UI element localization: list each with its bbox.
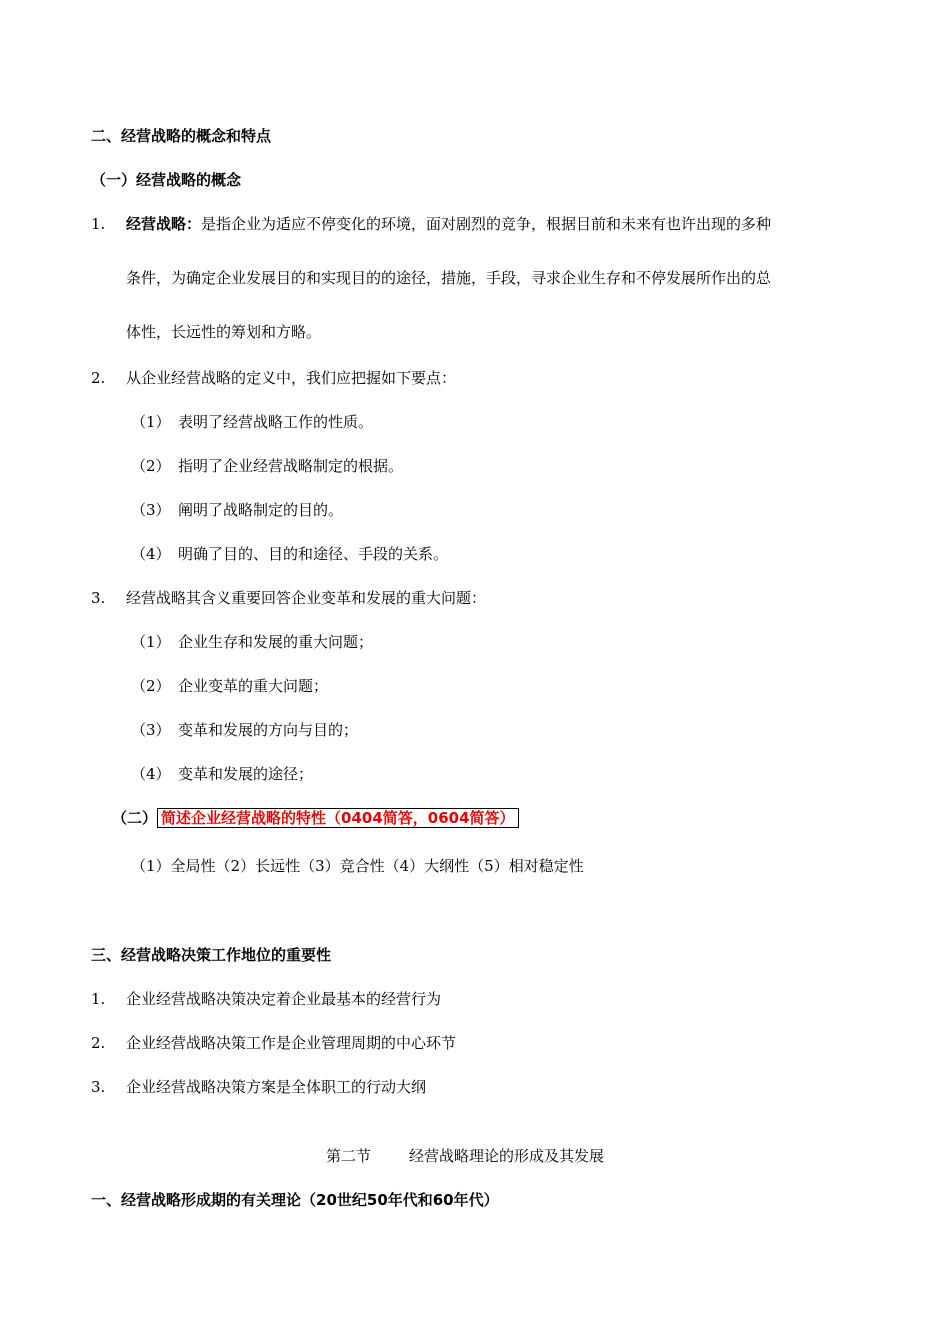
point-text: 变革和发展的途径； xyxy=(178,765,314,783)
list-item-text: 企业经营战略决策方案是全体职工的行动大纲 xyxy=(126,1078,427,1096)
point-number: （3） xyxy=(131,501,171,519)
definition-line-1 xyxy=(126,214,771,234)
definition-text-1: 是指企业为适应不停变化的环境，面对剧烈的竞争，根据目前和未来有也许出现的多种 xyxy=(201,215,772,233)
point-number: （3） xyxy=(131,721,171,739)
list-item-text: 企业经营战略决策工作是企业管理周期的中心环节 xyxy=(126,1034,457,1052)
point-text: 指明了企业经营战略制定的根据。 xyxy=(178,457,404,475)
list-item-text: 经营战略其含义重要回答企业变革和发展的重大问题： xyxy=(126,589,487,607)
point-text: 企业变革的重大问题； xyxy=(178,677,329,695)
point-text: 企业生存和发展的重大问题； xyxy=(178,633,374,651)
section-heading-2: 二、经营战略的概念和特点 xyxy=(91,127,272,145)
definition-line-3: 体性，长远性的筹划和方略。 xyxy=(126,323,322,341)
point-text: 表明了经营战略工作的性质。 xyxy=(178,413,374,431)
point-number: （4） xyxy=(131,765,171,783)
point-text: 明确了目的、目的和途径、手段的关系。 xyxy=(178,545,449,563)
section-heading-4: 一、经营战略形成期的有关理论（20世纪50年代和60年代） xyxy=(91,1191,499,1209)
list-number: 2. xyxy=(91,1034,106,1052)
highlighted-exam-question: 简述企业经营战略的特性（0404简答，0604简答） xyxy=(157,808,519,828)
subsection-prefix: （二） xyxy=(112,809,158,827)
list-number: 1. xyxy=(91,215,106,233)
point-number: （1） xyxy=(131,413,171,431)
subsection-heading-concept: （一）经营战略的概念 xyxy=(91,171,242,189)
point-number: （2） xyxy=(131,457,171,475)
point-number: （2） xyxy=(131,677,171,695)
chapter-section-title: 经营战略理论的形成及其发展 xyxy=(409,1147,605,1165)
list-item-text: 从企业经营战略的定义中，我们应把握如下要点： xyxy=(126,369,457,387)
definition-colon: ： xyxy=(186,215,202,233)
point-number: （1） xyxy=(131,633,171,651)
point-text: 阐明了战略制定的目的。 xyxy=(178,501,344,519)
list-item-text: 企业经营战略决策决定着企业最基本的经营行为 xyxy=(126,990,442,1008)
list-number: 3. xyxy=(91,589,106,607)
list-number: 1. xyxy=(91,990,106,1008)
list-number: 2. xyxy=(91,369,106,387)
subsection-heading-features xyxy=(112,808,519,828)
point-number: （4） xyxy=(131,545,171,563)
features-list: （1）全局性（2）长远性（3）竞合性（4）大纲性（5）相对稳定性 xyxy=(131,857,584,875)
definition-term: 经营战略 xyxy=(126,215,187,233)
list-number: 3. xyxy=(91,1078,106,1096)
point-text: 变革和发展的方向与目的； xyxy=(178,721,359,739)
section-heading-3: 三、经营战略决策工作地位的重要性 xyxy=(91,946,332,964)
chapter-section-label: 第二节 xyxy=(326,1147,372,1165)
definition-line-2: 条件，为确定企业发展目的和实现目的的途径，措施，手段，寻求企业生存和不停发展所作出的总 xyxy=(126,269,772,287)
